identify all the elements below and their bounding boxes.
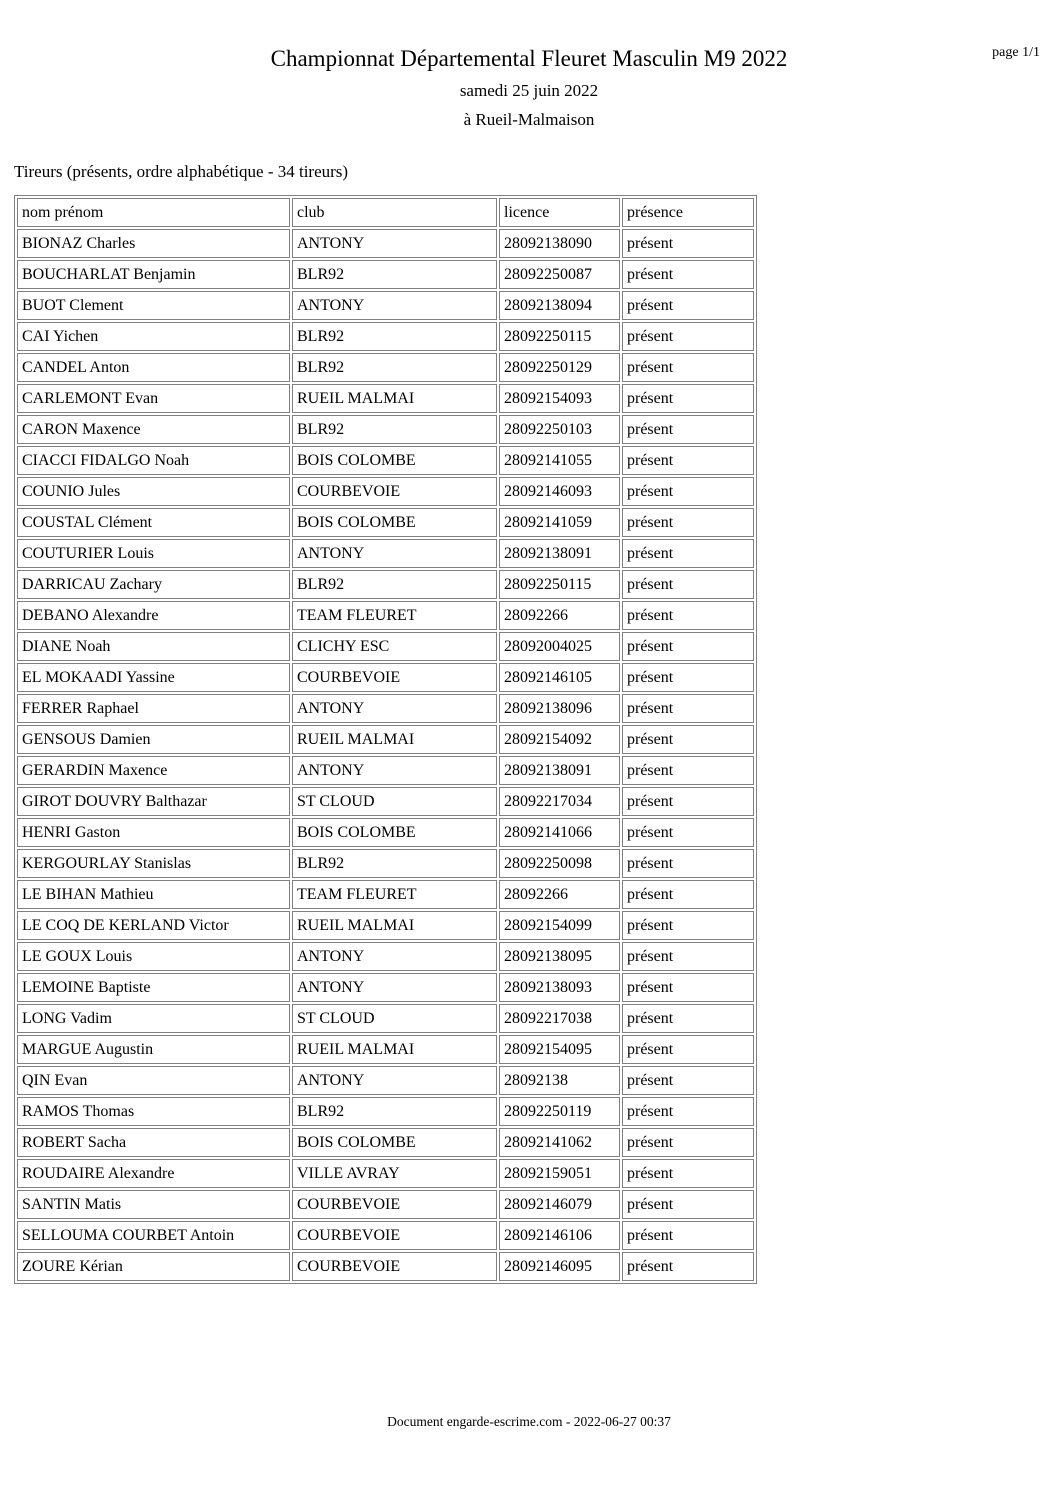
page-title: Championnat Départemental Fleuret Masculin M9 2022 — [270, 46, 788, 71]
table-row — [17, 353, 754, 382]
cell-presence: présent — [622, 446, 754, 475]
cell-presence: présent — [622, 694, 754, 723]
cell-presence: présent — [622, 1159, 754, 1188]
cell-name: GERARDIN Maxence — [17, 756, 290, 785]
cell-presence: présent — [622, 601, 754, 630]
table-row — [17, 291, 754, 320]
table-row — [17, 477, 754, 506]
cell-club: TEAM FLEURET — [292, 880, 497, 909]
cell-name: LEMOINE Baptiste — [17, 973, 290, 1002]
cell-licence: 28092250129 — [499, 353, 620, 382]
cell-presence: présent — [622, 477, 754, 506]
event-location: à Rueil-Malmaison — [463, 110, 595, 130]
cell-presence: présent — [622, 570, 754, 599]
cell-club: BOIS COLOMBE — [292, 508, 497, 537]
table-row — [17, 880, 754, 909]
cell-licence: 28092141055 — [499, 446, 620, 475]
table-row — [17, 570, 754, 599]
cell-name: CARLEMONT Evan — [17, 384, 290, 413]
cell-club: COURBEVOIE — [292, 1252, 497, 1281]
table-row — [17, 663, 754, 692]
cell-presence: présent — [622, 1066, 754, 1095]
cell-name: BIONAZ Charles — [17, 229, 290, 258]
cell-club: ANTONY — [292, 694, 497, 723]
cell-presence: présent — [622, 756, 754, 785]
cell-club: VILLE AVRAY — [292, 1159, 497, 1188]
cell-presence: présent — [622, 1097, 754, 1126]
cell-presence: présent — [622, 818, 754, 847]
cell-club: COURBEVOIE — [292, 1190, 497, 1219]
table-row — [17, 694, 754, 723]
cell-presence: présent — [622, 508, 754, 537]
cell-name: MARGUE Augustin — [17, 1035, 290, 1064]
cell-club: BLR92 — [292, 353, 497, 382]
cell-club: BOIS COLOMBE — [292, 818, 497, 847]
cell-licence: 28092146106 — [499, 1221, 620, 1250]
cell-club: RUEIL MALMAI — [292, 725, 497, 754]
cell-name: LONG Vadim — [17, 1004, 290, 1033]
cell-club: ST CLOUD — [292, 787, 497, 816]
cell-club: BOIS COLOMBE — [292, 446, 497, 475]
cell-club: BLR92 — [292, 415, 497, 444]
cell-name: DIANE Noah — [17, 632, 290, 661]
cell-club: ANTONY — [292, 756, 497, 785]
cell-presence: présent — [622, 663, 754, 692]
table-row — [17, 973, 754, 1002]
cell-club: COURBEVOIE — [292, 477, 497, 506]
cell-presence: présent — [622, 911, 754, 940]
cell-licence: 28092138096 — [499, 694, 620, 723]
cell-licence: 28092250115 — [499, 322, 620, 351]
cell-name: ZOURE Kérian — [17, 1252, 290, 1281]
cell-name: BOUCHARLAT Benjamin — [17, 260, 290, 289]
cell-name: COUSTAL Clément — [17, 508, 290, 537]
table-row — [17, 632, 754, 661]
table-row — [17, 415, 754, 444]
cell-licence: 28092141062 — [499, 1128, 620, 1157]
table-row — [17, 1128, 754, 1157]
cell-licence: 28092146095 — [499, 1252, 620, 1281]
event-date: samedi 25 juin 2022 — [459, 81, 599, 101]
table-row — [17, 229, 754, 258]
table-row — [17, 1190, 754, 1219]
cell-licence: 28092141059 — [499, 508, 620, 537]
cell-club: BLR92 — [292, 570, 497, 599]
header-club: club — [292, 198, 497, 227]
cell-licence: 28092138091 — [499, 539, 620, 568]
table-row — [17, 1035, 754, 1064]
cell-club: BLR92 — [292, 260, 497, 289]
cell-club: COURBEVOIE — [292, 663, 497, 692]
table-row — [17, 446, 754, 475]
cell-licence: 28092154093 — [499, 384, 620, 413]
cell-club: ANTONY — [292, 291, 497, 320]
cell-name: DEBANO Alexandre — [17, 601, 290, 630]
cell-licence: 28092138090 — [499, 229, 620, 258]
cell-name: COUTURIER Louis — [17, 539, 290, 568]
header-nom-prenom: nom prénom — [17, 198, 290, 227]
cell-name: CARON Maxence — [17, 415, 290, 444]
cell-presence: présent — [622, 260, 754, 289]
cell-presence: présent — [622, 1221, 754, 1250]
cell-name: RAMOS Thomas — [17, 1097, 290, 1126]
cell-licence: 28092266 — [499, 880, 620, 909]
cell-presence: présent — [622, 1128, 754, 1157]
cell-licence: 28092250115 — [499, 570, 620, 599]
cell-name: COUNIO Jules — [17, 477, 290, 506]
cell-name: LE BIHAN Mathieu — [17, 880, 290, 909]
table-row — [17, 818, 754, 847]
cell-club: ANTONY — [292, 973, 497, 1002]
cell-licence: 28092138 — [499, 1066, 620, 1095]
cell-club: BLR92 — [292, 849, 497, 878]
cell-club: BLR92 — [292, 322, 497, 351]
cell-licence: 28092138094 — [499, 291, 620, 320]
cell-name: CIACCI FIDALGO Noah — [17, 446, 290, 475]
table-row — [17, 1097, 754, 1126]
table-header-row — [17, 198, 754, 227]
cell-presence: présent — [622, 880, 754, 909]
cell-club: RUEIL MALMAI — [292, 911, 497, 940]
table-row — [17, 787, 754, 816]
cell-presence: présent — [622, 229, 754, 258]
cell-presence: présent — [622, 942, 754, 971]
table-row — [17, 322, 754, 351]
cell-name: GIROT DOUVRY Balthazar — [17, 787, 290, 816]
cell-licence: 28092138091 — [499, 756, 620, 785]
cell-licence: 28092146105 — [499, 663, 620, 692]
cell-presence: présent — [622, 1004, 754, 1033]
cell-licence: 28092250103 — [499, 415, 620, 444]
cell-licence: 28092250087 — [499, 260, 620, 289]
table-row — [17, 1004, 754, 1033]
cell-licence: 28092004025 — [499, 632, 620, 661]
participants-table — [14, 195, 757, 1284]
cell-club: ST CLOUD — [292, 1004, 497, 1033]
cell-licence: 28092154099 — [499, 911, 620, 940]
cell-presence: présent — [622, 322, 754, 351]
table-row — [17, 942, 754, 971]
table-row — [17, 725, 754, 754]
cell-presence: présent — [622, 415, 754, 444]
cell-club: COURBEVOIE — [292, 1221, 497, 1250]
cell-name: SELLOUMA COURBET Antoin — [17, 1221, 290, 1250]
cell-name: LE COQ DE KERLAND Victor — [17, 911, 290, 940]
table-row — [17, 601, 754, 630]
cell-name: GENSOUS Damien — [17, 725, 290, 754]
cell-licence: 28092217038 — [499, 1004, 620, 1033]
table-row — [17, 1159, 754, 1188]
cell-name: LE GOUX Louis — [17, 942, 290, 971]
cell-presence: présent — [622, 1035, 754, 1064]
cell-presence: présent — [622, 787, 754, 816]
cell-presence: présent — [622, 353, 754, 382]
cell-name: SANTIN Matis — [17, 1190, 290, 1219]
cell-club: ANTONY — [292, 229, 497, 258]
cell-presence: présent — [622, 973, 754, 1002]
cell-licence: 28092250119 — [499, 1097, 620, 1126]
cell-club: ANTONY — [292, 539, 497, 568]
table-row — [17, 756, 754, 785]
cell-licence: 28092154095 — [499, 1035, 620, 1064]
cell-licence: 28092138095 — [499, 942, 620, 971]
cell-name: DARRICAU Zachary — [17, 570, 290, 599]
cell-club: TEAM FLEURET — [292, 601, 497, 630]
table-row — [17, 911, 754, 940]
header-presence: présence — [622, 198, 754, 227]
cell-presence: présent — [622, 539, 754, 568]
cell-licence: 28092266 — [499, 601, 620, 630]
page-indicator: page 1/1 — [992, 45, 1040, 60]
cell-name: ROBERT Sacha — [17, 1128, 290, 1157]
table-row — [17, 539, 754, 568]
cell-licence: 28092154092 — [499, 725, 620, 754]
cell-licence: 28092141066 — [499, 818, 620, 847]
cell-licence: 28092217034 — [499, 787, 620, 816]
cell-licence: 28092146079 — [499, 1190, 620, 1219]
cell-name: KERGOURLAY Stanislas — [17, 849, 290, 878]
document-footer: Document engarde-escrime.com - 2022-06-27 00:37 — [387, 1414, 671, 1429]
cell-name: HENRI Gaston — [17, 818, 290, 847]
cell-licence: 28092138093 — [499, 973, 620, 1002]
cell-presence: présent — [622, 291, 754, 320]
cell-licence: 28092159051 — [499, 1159, 620, 1188]
cell-licence: 28092250098 — [499, 849, 620, 878]
cell-name: CAI Yichen — [17, 322, 290, 351]
section-heading: Tireurs (présents, ordre alphabétique - 34 tireurs) — [14, 162, 349, 182]
cell-presence: présent — [622, 725, 754, 754]
cell-presence: présent — [622, 1190, 754, 1219]
cell-club: ANTONY — [292, 942, 497, 971]
cell-name: CANDEL Anton — [17, 353, 290, 382]
cell-club: BOIS COLOMBE — [292, 1128, 497, 1157]
cell-name: BUOT Clement — [17, 291, 290, 320]
cell-club: ANTONY — [292, 1066, 497, 1095]
cell-name: FERRER Raphael — [17, 694, 290, 723]
cell-club: RUEIL MALMAI — [292, 384, 497, 413]
cell-name: EL MOKAADI Yassine — [17, 663, 290, 692]
cell-name: QIN Evan — [17, 1066, 290, 1095]
table-row — [17, 384, 754, 413]
cell-presence: présent — [622, 1252, 754, 1281]
table-row — [17, 1221, 754, 1250]
cell-club: RUEIL MALMAI — [292, 1035, 497, 1064]
cell-presence: présent — [622, 384, 754, 413]
table-row — [17, 849, 754, 878]
cell-name: ROUDAIRE Alexandre — [17, 1159, 290, 1188]
cell-presence: présent — [622, 849, 754, 878]
table-row — [17, 508, 754, 537]
table-row — [17, 260, 754, 289]
table-row — [17, 1252, 754, 1281]
cell-presence: présent — [622, 632, 754, 661]
cell-club: BLR92 — [292, 1097, 497, 1126]
table-row — [17, 1066, 754, 1095]
cell-club: CLICHY ESC — [292, 632, 497, 661]
header-licence: licence — [499, 198, 620, 227]
cell-licence: 28092146093 — [499, 477, 620, 506]
